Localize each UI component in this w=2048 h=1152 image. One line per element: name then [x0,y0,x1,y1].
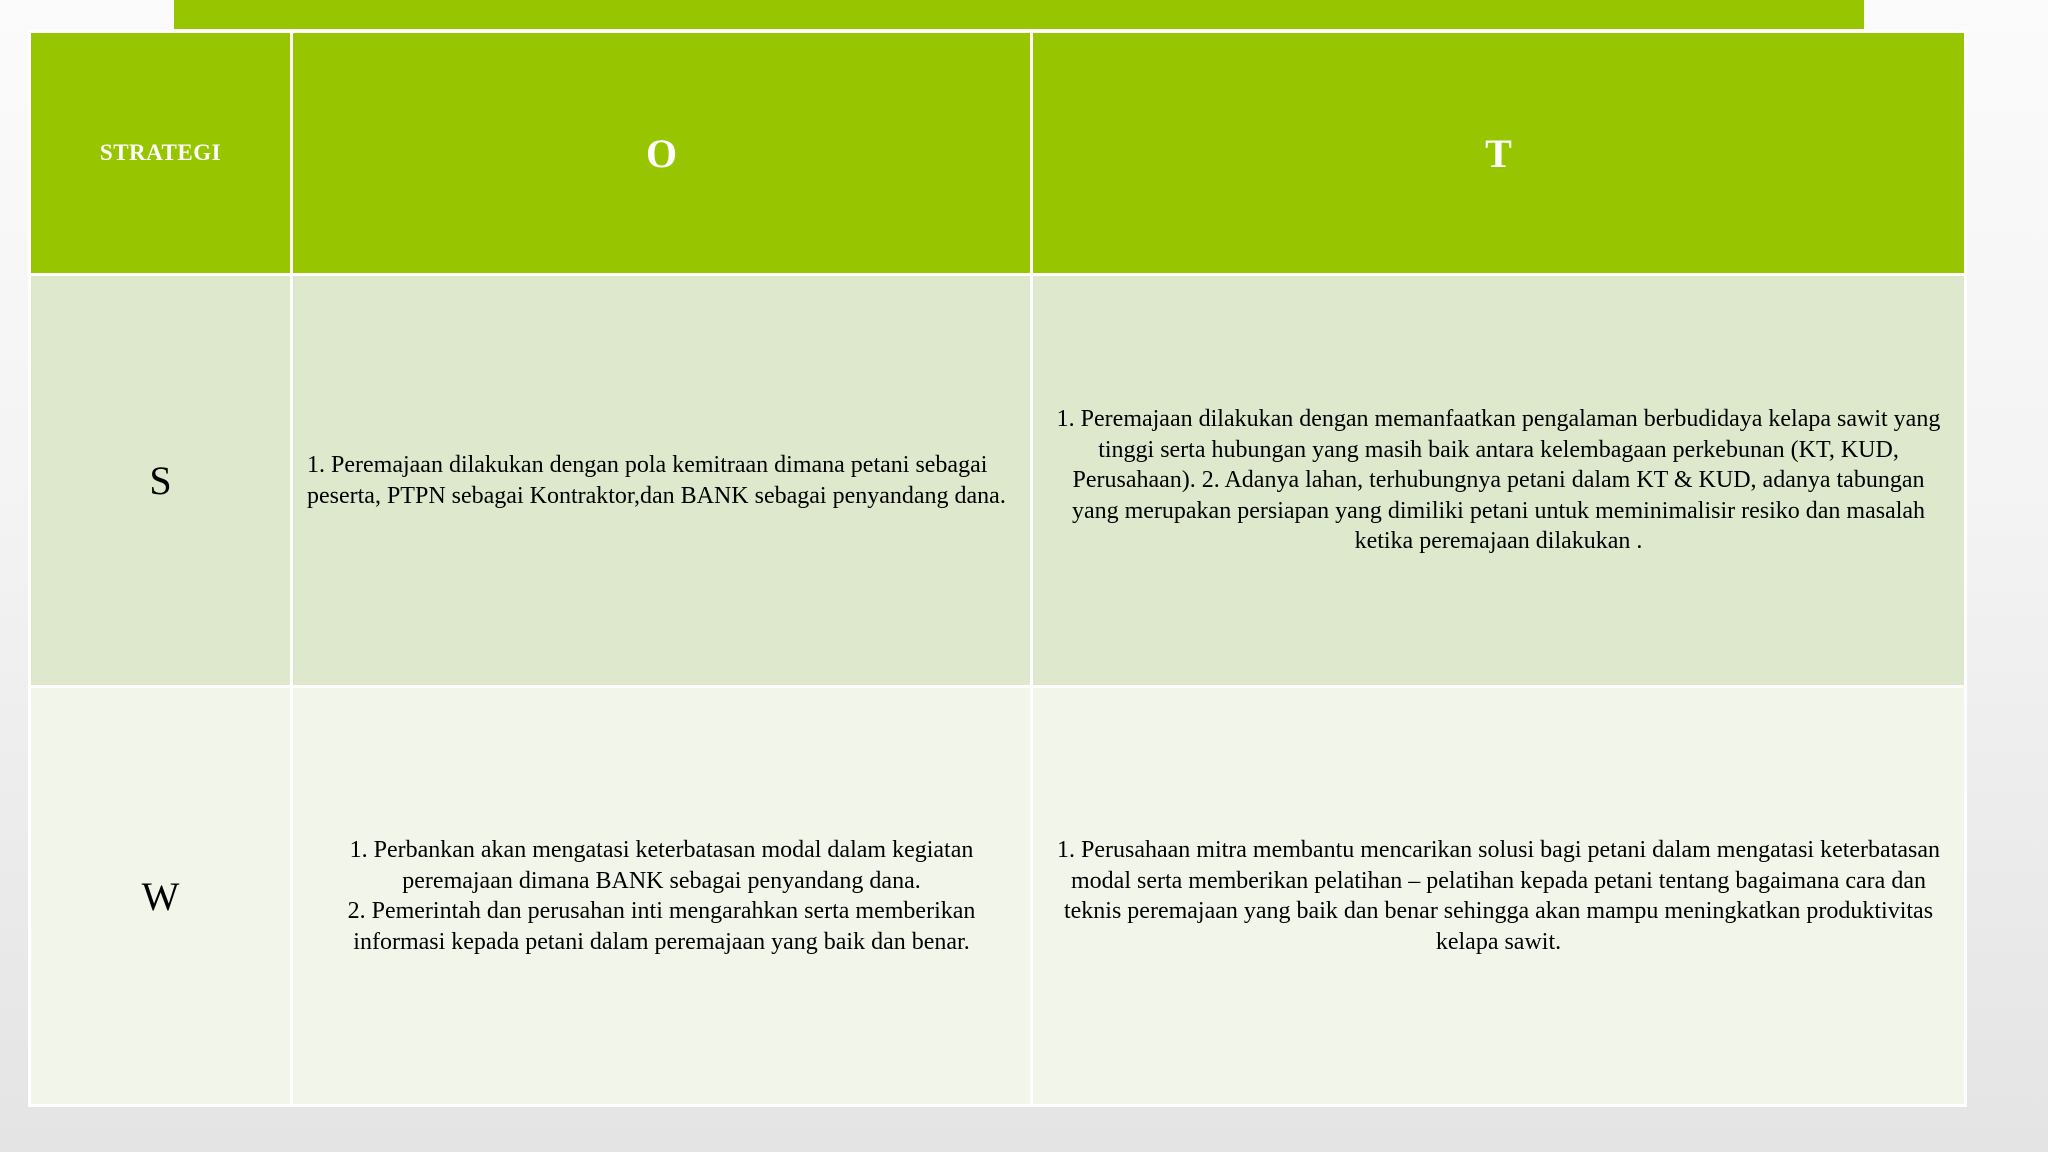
row-header-w: W [30,687,292,1106]
top-accent-bar [174,0,1864,29]
table-row-s [30,275,1966,687]
swot-strategy-table [28,30,1967,1107]
table-header-row [30,32,1966,275]
row-header-s: S [30,275,292,687]
cell-wo-text-2: 2. Pemerintah dan perusahan inti mengarahkan serta memberikan informasi kepada petani dalam peremajaan yang baik dan benar. [347,898,976,955]
cell-st-text: 1. Peremajaan dilakukan dengan memanfaatkan pengalaman berbudidaya kelapa sawit yang tinggi serta hubungan yang masih baik antara kelembagaan perkebunan (KT, KUD, Perusahaan). 2. Adanya lahan, terhubungnya petani dalam KT & KUD, adanya tabungan yang merupakan persiapan yang dimiliki petani untuk meminimalisir resiko dan masalah ketika peremajaan dilakukan . [1056,406,1941,555]
cell-wt-text: 1. Perusahaan mitra membantu mencarikan solusi bagi petani dalam mengatasi keterbatasan modal serta memberikan pelatihan – pelatihan kepada petani tentang bagaimana cara dan teknis peremajaan yang baik dan benar sehingga akan mampu meningkatkan produktivitas kelapa sawit. [1056,837,1941,955]
table-row-w [30,687,1966,1106]
cell-so [292,275,1032,687]
cell-wt [1032,687,1966,1106]
column-header-t: T [1032,32,1966,275]
corner-header-cell: STRATEGI [30,32,292,275]
column-header-o: O [292,32,1032,275]
cell-so-text: 1. Peremajaan dilakukan dengan pola kemitraan dimana petani sebagai peserta, PTPN sebagai Kontraktor,dan BANK sebagai penyandang dana. [307,452,1006,509]
cell-st [1032,275,1966,687]
cell-wo-text-1: 1. Perbankan akan mengatasi keterbatasan modal dalam kegiatan peremajaan dimana BANK sebagai penyandang dana. [349,837,974,894]
cell-wo [292,687,1032,1106]
